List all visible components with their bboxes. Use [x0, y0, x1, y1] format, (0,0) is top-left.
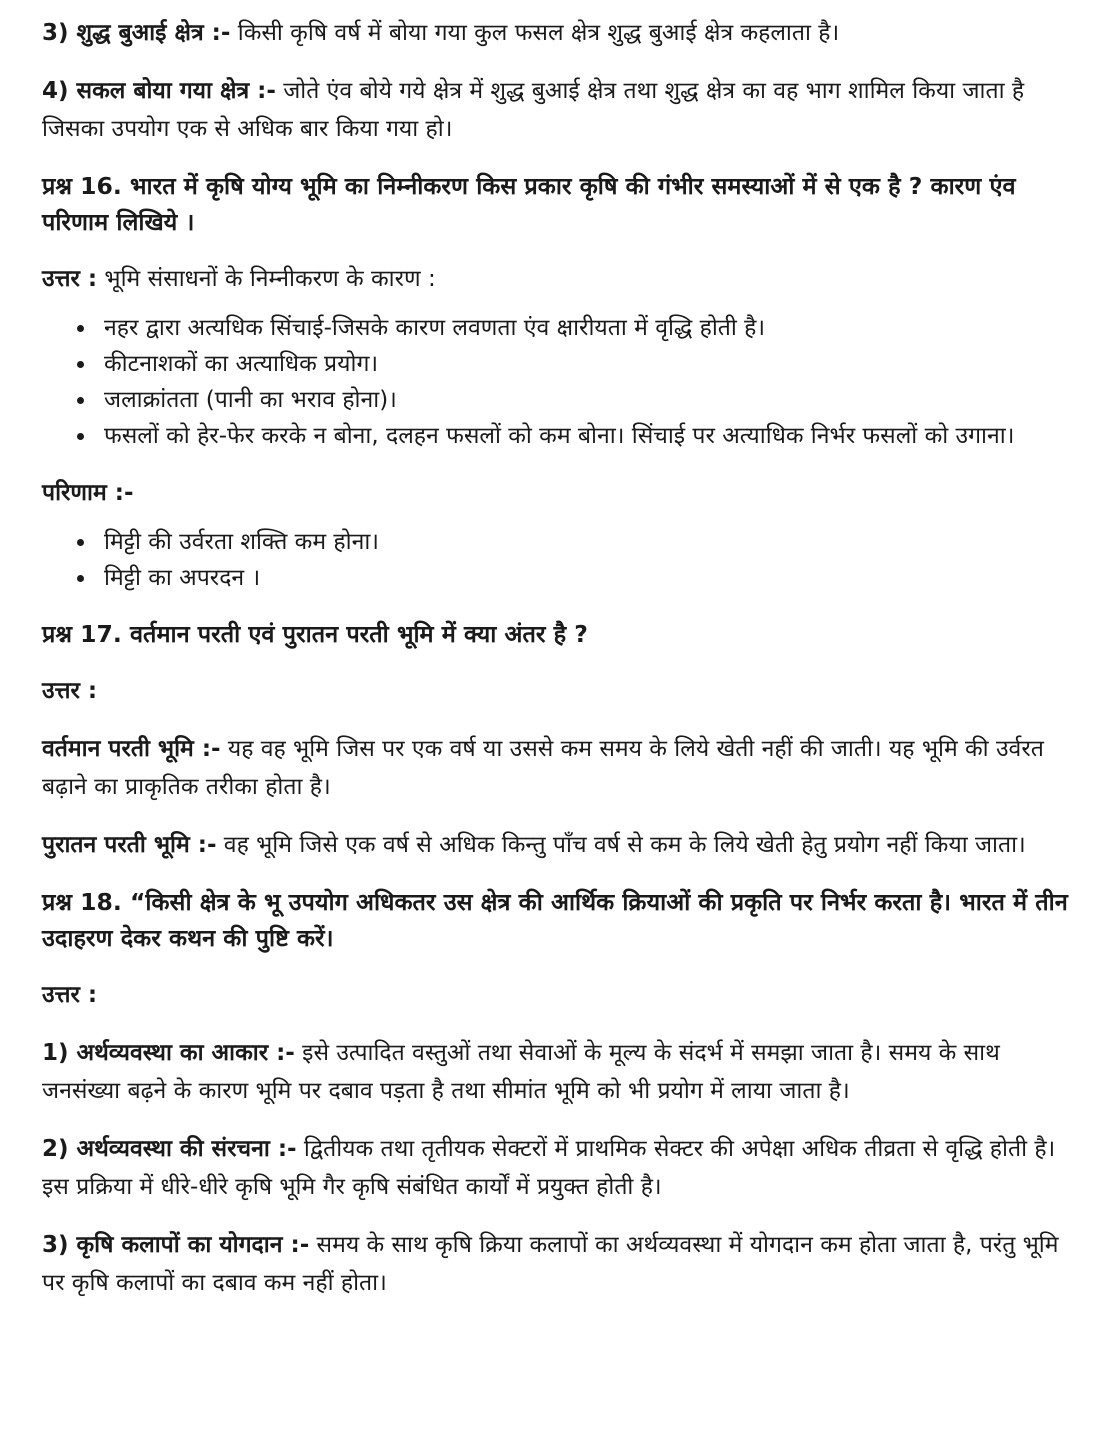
list-item: नहर द्वारा अत्यधिक सिंचाई-जिसके कारण लवणता एंव क्षारीयता में वृद्धि होती है।: [42, 310, 1072, 346]
point-text: समय के साथ कृषि क्रिया कलापों का अर्थव्यवस्था में योगदान कम होता जाता है, परंतु भूमि पर कृषि कलापों का दबाव कम नहीं होता।: [42, 1232, 1059, 1296]
definition-net-sown-area: [42, 14, 1072, 52]
list-item: मिट्टी का अपरदन ।: [42, 560, 1072, 596]
point-economy-structure: [42, 1130, 1072, 1206]
answer-label: उत्तर :: [42, 266, 98, 292]
results-list: [42, 524, 1072, 596]
definition-text: किसी कृषि वर्ष में बोया गया कुल फसल क्षेत्र शुद्ध बुआई क्षेत्र कहलाता है।: [230, 20, 840, 46]
term-economy-structure: 2) अर्थव्यवस्था की संरचना :-: [42, 1136, 297, 1162]
point-text: द्वितीयक तथा तृतीयक सेक्टरों में प्राथमिक सेक्टर की अपेक्षा अधिक तीव्रता से वृद्धि होती है। इस प्रक्रिया में धीरे-धीरे कृषि भूमि गैर कृषि संबंधित कार्यों में प्रयुक्त होती है।: [42, 1136, 1056, 1200]
list-item: मिट्टी की उर्वरता शक्ति कम होना।: [42, 524, 1072, 560]
definition-text: जोते एंव बोये गये क्षेत्र में शुद्ध बुआई क्षेत्र तथा शुद्ध क्षेत्र का वह भाग शामिल किया जाता है जिसका उपयोग एक से अधिक बार किया गया हो।: [42, 78, 1025, 142]
list-item: फसलों को हेर-फेर करके न बोना, दलहन फसलों को कम बोना। सिंचाई पर अत्याधिक निर्भर फसलों को उगाना।: [42, 418, 1072, 454]
question-18: प्रश्न 18. “किसी क्षेत्र के भू उपयोग अधिकतर उस क्षेत्र की आर्थिक क्रियाओं की प्रकृति पर निर्भर करता है। भारत में तीन उदाहरण देकर कथन की पुष्टि करें।: [42, 888, 1068, 952]
term-gross-sown-area: 4) सकल बोया गया क्षेत्र :-: [42, 78, 276, 104]
term-net-sown-area: 3) शुद्ध बुआई क्षेत्र :-: [42, 20, 231, 46]
question-17: प्रश्न 17. वर्तमान परती एवं पुरातन परती भूमि में क्या अंतर है ?: [42, 620, 588, 648]
definition-text: वह भूमि जिसे एक वर्ष से अधिक किन्तु पाँच वर्ष से कम के लिये खेती हेतु प्रयोग नहीं किया जाता।: [216, 832, 1026, 858]
term-old-fallow: पुरातन परती भूमि :-: [42, 832, 217, 858]
definition-current-fallow: [42, 730, 1072, 806]
question-16: प्रश्न 16. भारत में कृषि योग्य भूमि का निम्नीकरण किस प्रकार कृषि की गंभीर समस्याओं में से एक है ? कारण एंव परिणाम लिखिये ।: [42, 172, 1016, 236]
definition-text: यह वह भूमि जिस पर एक वर्ष या उससे कम समय के लिये खेती नहीं की जाती। यह भूमि की उर्वरत बढ़ाने का प्राकृतिक तरीका होता है।: [42, 736, 1044, 800]
point-agriculture-contribution: [42, 1226, 1072, 1302]
term-current-fallow: वर्तमान परती भूमि :-: [42, 736, 221, 762]
answer-label: उत्तर :: [42, 678, 98, 704]
answer-16-intro: [42, 260, 1072, 298]
result-heading: परिणाम :-: [42, 480, 134, 506]
point-economy-size: [42, 1034, 1072, 1110]
term-economy-size: 1) अर्थव्यवस्था का आकार :-: [42, 1040, 295, 1066]
list-item: कीटनाशकों का अत्याधिक प्रयोग।: [42, 346, 1072, 382]
term-agriculture-contribution: 3) कृषि कलापों का योगदान :-: [42, 1232, 310, 1258]
answer-label: उत्तर :: [42, 982, 98, 1008]
list-item: जलाक्रांतता (पानी का भराव होना)।: [42, 382, 1072, 418]
answer-intro-text: भूमि संसाधनों के निम्नीकरण के कारण :: [97, 266, 436, 292]
point-text: इसे उत्पादित वस्तुओं तथा सेवाओं के मूल्य के संदर्भ में समझा जाता है। समय के साथ जनसंख्या बढ़ने के कारण भूमि पर दबाव पड़ता है तथा सीमांत भूमि को भी प्रयोग में लाया जाता है।: [42, 1040, 1000, 1104]
definition-old-fallow: [42, 826, 1072, 864]
document-page: [42, 14, 1072, 1302]
causes-list: [42, 310, 1072, 454]
definition-gross-sown-area: [42, 72, 1072, 148]
